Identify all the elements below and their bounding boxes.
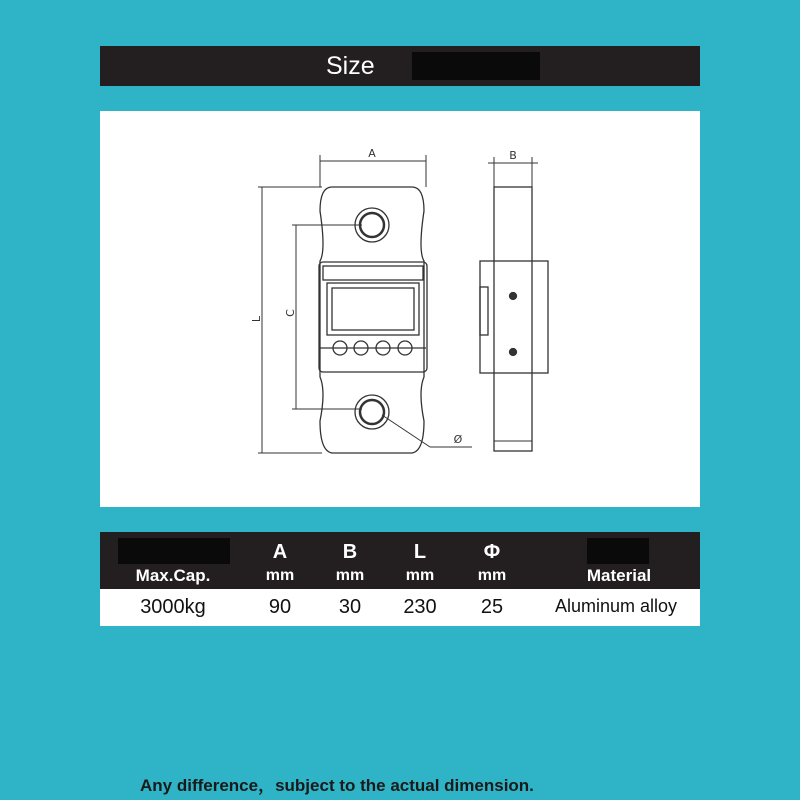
cell-b: 30 — [338, 596, 362, 618]
label-hole: Ø — [453, 433, 463, 446]
cell-material: Aluminum alloy — [554, 596, 678, 616]
header-l: L mm — [405, 541, 435, 584]
title-bar — [100, 46, 700, 86]
display-module — [319, 262, 427, 372]
spec-table — [100, 532, 700, 626]
label-l: L — [250, 315, 263, 323]
spec-table-header — [100, 532, 700, 589]
scale-diagram — [100, 111, 700, 507]
header-phi: Φ mm — [477, 541, 507, 584]
side-display-module — [480, 261, 548, 373]
dimension-drawing — [100, 111, 700, 507]
page-title: Size — [326, 52, 375, 80]
header-max-cap: Max.Cap. — [135, 566, 211, 585]
label-a: A — [368, 147, 376, 160]
label-c: C — [284, 309, 297, 317]
header-b: B mm — [335, 541, 365, 584]
front-body-outline — [320, 187, 424, 453]
header-a: A mm — [265, 541, 295, 584]
cell-a: 90 — [268, 596, 292, 618]
label-b: B — [509, 149, 517, 162]
footnote: Any difference，subject to the actual dimension. — [140, 776, 534, 795]
cell-phi: 25 — [480, 596, 504, 618]
header-material: Material — [586, 566, 652, 585]
side-body-outline — [494, 187, 532, 451]
cell-max-cap: 3000kg — [140, 596, 206, 618]
cell-l: 230 — [403, 596, 437, 618]
redacted-label — [412, 52, 540, 80]
spec-table-row — [100, 589, 700, 626]
